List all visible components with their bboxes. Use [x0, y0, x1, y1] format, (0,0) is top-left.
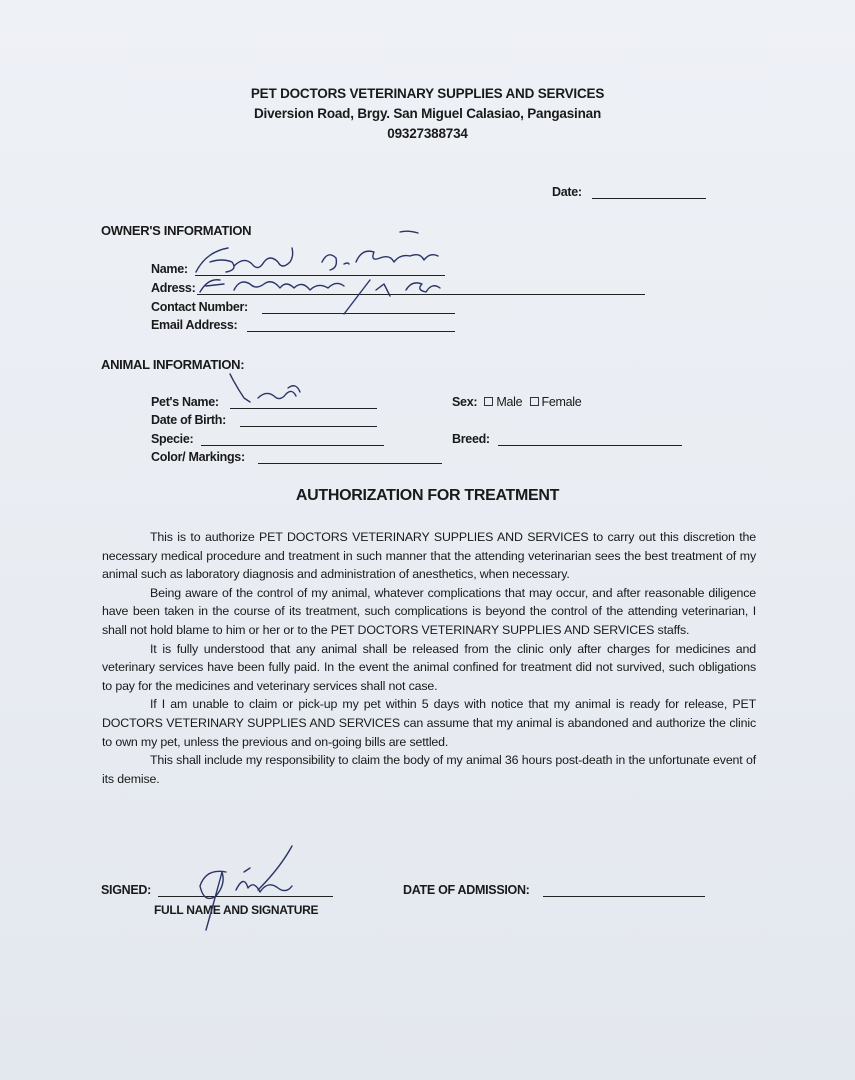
full-name-signature-label: FULL NAME AND SIGNATURE [154, 903, 319, 917]
specie-label: Specie: [151, 432, 194, 446]
pet-name-label: Pet's Name: [151, 395, 219, 409]
authorization-paragraph: If I am unable to claim or pick-up my pet within 5 days with notice that my animal is ready for release, PET DOCTORS VETERINARY SUPPLIES AND SERVICES can assume that my animal is abandoned and authorize the clinic to own my pet, unless the previous and on-going bills are settled. [102, 697, 756, 749]
breed-label: Breed: [452, 432, 490, 446]
owner-name-label: Name: [151, 262, 188, 276]
handwritten-owner-name [196, 231, 438, 272]
email-address-label: Email Address: [151, 318, 238, 332]
date-of-admission-label: DATE OF ADMISSION: [403, 883, 530, 897]
date-label: Date: [552, 185, 582, 199]
male-label: Male [496, 395, 523, 409]
owner-section-title: OWNER'S INFORMATION [101, 223, 252, 238]
authorization-paragraph: Being aware of the control of my animal, whatever complications that may occur, and after reasonable diligence have been taken in the course of its treatment, such complications is beyond the control of the attending veterinarian, I shall not hold blame to him or her or to the PET DOCTORS VETERINARY SUPPLIES AND SERVICES staffs. [102, 585, 756, 637]
signature-scribble [200, 846, 292, 930]
authorization-paragraph: This shall include my responsibility to claim the body of my animal 36 hours post-death in the unfortunate event of its demise. [102, 753, 756, 786]
sex-label: Sex: [452, 395, 478, 409]
company-name: PET DOCTORS VETERINARY SUPPLIES AND SERVICES [250, 86, 605, 101]
contact-number-label: Contact Number: [151, 300, 248, 314]
authorization-paragraph: It is fully understood that any animal shall be released from the clinic only after charges for medicines and veterinary services have been fully paid. In the event the animal confined for treatment did not survived, such obligations to pay for the medicines and veterinary services shall not case. [102, 641, 756, 693]
female-label: Female [541, 395, 582, 409]
company-address: Diversion Road, Brgy. San Miguel Calasiao, Pangasinan [254, 106, 601, 121]
authorization-title: AUTHORIZATION FOR TREATMENT [295, 487, 560, 504]
company-phone: 09327388734 [387, 126, 468, 141]
owner-address-label: Adress: [151, 281, 196, 295]
animal-section-title: ANIMAL INFORMATION: [101, 357, 245, 372]
handwritten-owner-address [200, 280, 440, 314]
authorization-paragraph: This is to authorize PET DOCTORS VETERINARY SUPPLIES AND SERVICES to carry out this discretion the necessary medical procedure and treatment in such manner that the attending veterinarian sees the best treatment of my animal such as laboratory diagnosis and administration of anesthetics, when necessary. [102, 530, 756, 582]
color-markings-label: Color/ Markings: [151, 450, 245, 464]
handwritten-pet-name [230, 374, 300, 402]
dob-label: Date of Birth: [151, 413, 226, 427]
signed-label: SIGNED: [101, 883, 151, 897]
